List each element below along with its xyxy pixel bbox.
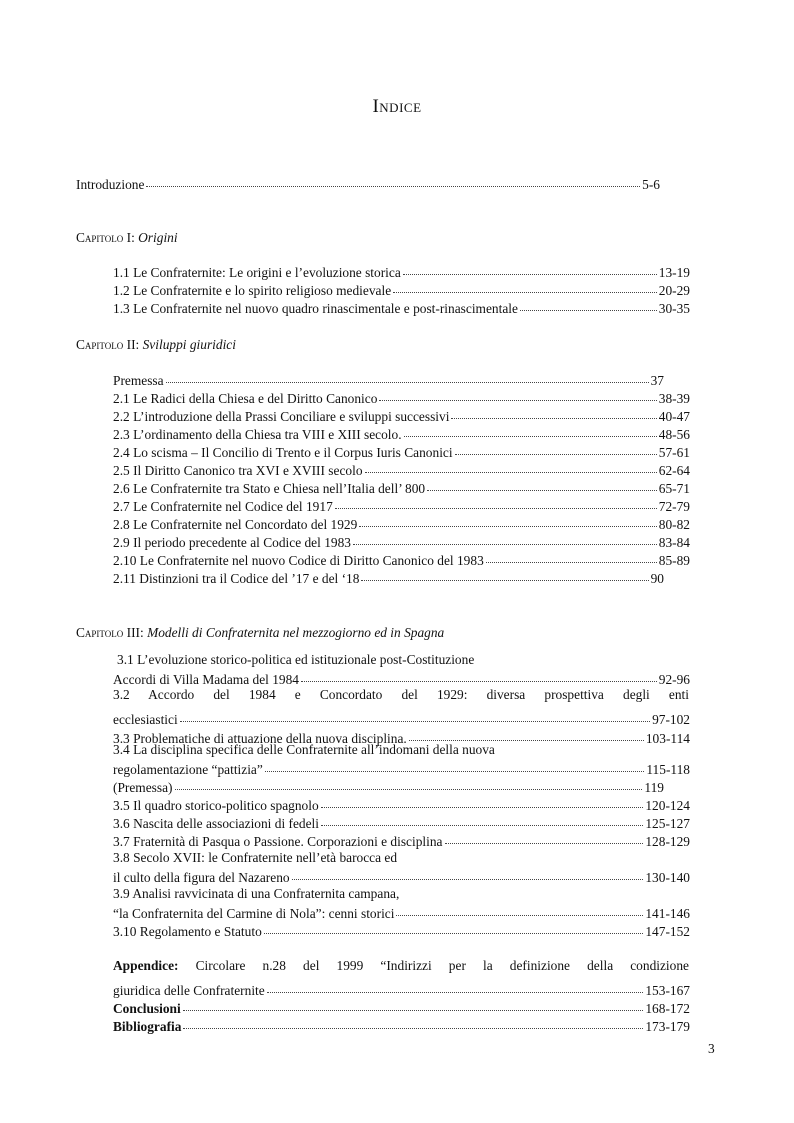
toc-label: 3.7 Fraternità di Pasqua o Passione. Corporazioni e disciplina [113,834,443,849]
appendice-line [113,957,689,975]
toc-pages: 103-114 [645,731,690,746]
toc-pages: 80-82 [658,517,690,532]
toc-line: 3.4 La disciplina specifica delle Confraternite all’indomani della nuova [113,742,495,757]
leader-dots [146,172,640,187]
leader-dots [451,404,656,419]
toc-label: Conclusioni [113,1001,181,1016]
toc-label: 1.3 Le Confraternite nel nuovo quadro rinascimentale e post-rinascimentale [113,301,518,316]
leader-dots [321,811,643,826]
toc-label: ecclesiastici [113,712,178,727]
leader-dots [403,260,657,275]
toc-label: regolamentazione “pattizia” [113,762,263,777]
toc-line-justified: 3.2 Accordo del 1984 e Concordato del 1929: diversa prospettiva degli enti [113,687,689,702]
toc-label: 2.2 L’introduzione della Prassi Conciliare e sviluppi successivi [113,409,450,424]
toc-label: 2.7 Le Confraternite nel Codice del 1917 [113,499,333,514]
toc-label: 1.1 Le Confraternite: Le origini e l’evoluzione storica [113,265,401,280]
leader-dots [301,667,657,682]
toc-label: 2.6 Le Confraternite tra Stato e Chiesa nell’Italia dell’ 800 [113,481,426,496]
toc-label: 2.1 Le Radici della Chiesa e del Diritto Canonico [113,391,378,406]
leader-dots [335,494,657,509]
chapter-title: Origini [138,230,178,245]
toc-label: “la Confraternita del Carmine di Nola”: cenni storici [113,906,395,921]
leader-dots [486,548,657,563]
leader-dots [455,440,657,455]
toc-pages: 92-96 [658,672,690,687]
toc-label: 2.11 Distinzioni tra il Codice del ’17 e del ‘18 [113,571,360,586]
toc-label: Accordi di Villa Madama del 1984 [113,672,299,687]
toc-label: 1.2 Le Confraternite e lo spirito religioso medievale [113,283,392,298]
toc-pages: 83-84 [658,535,690,550]
leader-dots [396,901,643,916]
chapter-heading-1 [76,229,178,247]
toc-pages: 13-19 [658,265,690,280]
toc-pages: 40-47 [658,409,690,424]
toc-entry [113,921,690,941]
toc-pages: 20-29 [658,283,690,298]
toc-pages: 57-61 [658,445,690,460]
toc-entry [113,867,690,887]
toc-pages: 30-35 [658,301,690,316]
toc-label: Bibliografia [113,1019,182,1034]
toc-label: 2.4 Lo scisma – Il Concilio di Trento e il Corpus Iuris Canonici [113,445,453,460]
leader-dots [264,919,644,934]
toc-label: il culto della figura del Nazareno [113,870,290,885]
toc-pages: 85-89 [658,553,690,568]
toc-line: 3.1 L’evoluzione storico-politica ed istituzionale post-Costituzione [117,652,475,667]
chapter-heading-2 [76,336,236,354]
toc-label: 2.5 Il Diritto Canonico tra XVI e XVIII secolo [113,463,363,478]
chapter-title: Sviluppi giuridici [142,337,236,352]
chapter-prefix: Capitolo I: [76,230,139,245]
toc-entry-introduzione [76,174,660,194]
leader-dots [361,566,648,581]
toc-pages: 48-56 [658,427,690,442]
toc-label: (Premessa) [113,780,173,795]
toc-pages: 173-179 [645,1019,690,1034]
toc-pages: 130-140 [645,870,690,885]
toc-entry [113,831,690,851]
page-number: 3 [708,1041,715,1056]
toc-pages: 128-129 [645,834,690,849]
toc-pages: 38-39 [658,391,690,406]
toc-label: 2.10 Le Confraternite nel nuovo Codice di Diritto Canonico del 1983 [113,553,484,568]
leader-dots [404,422,657,437]
toc-pages: 37 [650,373,664,388]
leader-dots [175,775,643,790]
leader-dots [321,793,644,808]
chapter-heading-3 [76,624,444,642]
toc-entry [113,298,690,318]
leader-dots [292,865,644,880]
page-title: Indice [372,96,422,117]
chapter-prefix: Capitolo II: [76,337,143,352]
leader-dots [409,726,644,741]
toc-pages: 120-124 [645,798,690,813]
leader-dots [166,368,649,383]
leader-dots [359,512,656,527]
leader-dots [393,278,657,293]
leader-dots [520,296,657,311]
leader-dots [379,386,656,401]
toc-label: 2.8 Le Confraternite nel Concordato del 1929 [113,517,358,532]
toc-entry [113,568,664,588]
toc-pages: 125-127 [645,816,690,831]
leader-dots [365,458,657,473]
leader-dots [265,757,645,772]
toc-label: 3.10 Regolamento e Statuto [113,924,262,939]
leader-dots [353,530,657,545]
toc-pages: 62-64 [658,463,690,478]
appendice-heading: Appendice: [113,958,179,973]
leader-dots [183,1014,643,1029]
toc-pages: 115-118 [646,762,690,777]
toc-label: Introduzione [76,177,145,192]
leader-dots [180,707,650,722]
toc-pages: 153-167 [645,983,690,998]
toc-pages: 65-71 [658,481,690,496]
toc-label: 2.3 L’ordinamento della Chiesa tra VIII e XIII secolo. [113,427,402,442]
leader-dots [183,996,644,1011]
toc-label: giuridica delle Confraternite [113,983,265,998]
toc-pages: 141-146 [645,906,690,921]
toc-label: Premessa [113,373,164,388]
toc-pages: 90 [650,571,664,586]
toc-pages: 147-152 [645,924,690,939]
toc-pages: 72-79 [658,499,690,514]
toc-line: 3.9 Analisi ravvicinata di una Confraternita campana, [113,886,400,901]
toc-label: 3.5 Il quadro storico-politico spagnolo [113,798,319,813]
toc-label: 2.9 Il periodo precedente al Codice del 1983 [113,535,351,550]
toc-entry-bibliografia [113,1016,690,1036]
appendice-text: Circolare n.28 del 1999 “Indirizzi per la definizione della condizione [195,958,689,973]
toc-line: 3.8 Secolo XVII: le Confraternite nell’età barocca ed [113,850,398,865]
chapter-title: Modelli di Confraternita nel mezzogiorno ed in Spagna [147,625,445,640]
toc-pages: 97-102 [652,712,690,727]
leader-dots [427,476,657,491]
leader-dots [445,829,644,844]
toc-label: 3.6 Nascita delle associazioni di fedeli [113,816,319,831]
chapter-prefix: Capitolo III: [76,625,148,640]
toc-pages: 168-172 [645,1001,690,1016]
toc-label: 3.3 Problematiche di attuazione della nuova disciplina. [113,731,407,746]
leader-dots [267,978,644,993]
toc-pages: 5-6 [642,177,660,192]
toc-pages: 119 [644,780,664,795]
